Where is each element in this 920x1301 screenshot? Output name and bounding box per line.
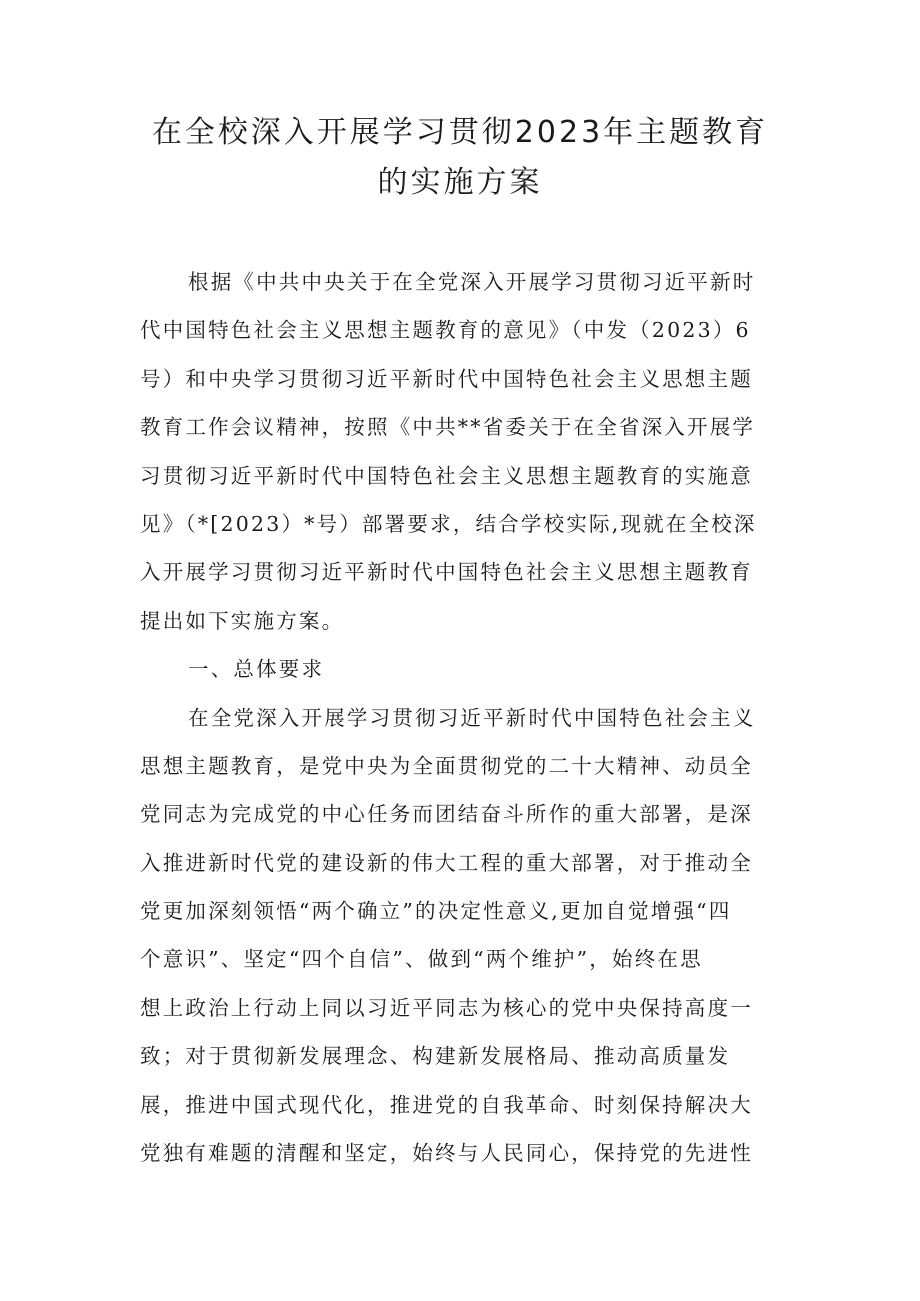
paragraph-1 xyxy=(140,258,770,645)
text-line: 思想主题教育，是党中央为全面贯彻党的二十大精神、动员全 xyxy=(140,753,753,778)
text-line: 个意识”、坚定“四个自信”、做到“两个维护”，始终在思 xyxy=(140,947,703,972)
section-heading: 一、总体要求 xyxy=(188,657,325,682)
text-line: 入推进新时代党的建设新的伟大工程的重大部署，对于推动全 xyxy=(140,850,753,875)
text-line: 在全党深入开展学习贯彻习近平新时代中国特色社会主义 xyxy=(188,705,756,730)
document-title xyxy=(100,108,820,208)
text-line: 号）和中央学习贯彻习近平新时代中国特色社会主义思想主题 xyxy=(140,366,753,391)
text-line: 党独有难题的清醒和坚定，始终与人民同心，保持党的先进性 xyxy=(140,1141,753,1166)
document-body xyxy=(140,258,770,1177)
text-line: 党同志为完成党的中心任务而团结奋斗所作的重大部署，是深 xyxy=(140,802,753,827)
text-line: 致；对于贯彻新发展理念、构建新发展格局、推动高质量发 xyxy=(140,1044,731,1069)
text-line: 入开展学习贯彻习近平新时代中国特色社会主义思想主题教育 xyxy=(140,560,753,585)
text-line: 代中国特色社会主义思想主题教育的意见》（中发（2023）6 xyxy=(140,318,751,343)
text-line: 习贯彻习近平新时代中国特色社会主义思想主题教育的实施意 xyxy=(140,463,753,488)
text-line: 展，推进中国式现代化，推进党的自我革命、时刻保持解决大 xyxy=(140,1092,753,1117)
text-line: 根据《中共中央关于在全党深入开展学习贯彻习近平新时 xyxy=(188,270,756,294)
paragraph-2 xyxy=(140,694,770,1178)
text-line: 见》（*[2023）*号）部署要求，结合学校实际,现就在全校深 xyxy=(140,511,757,536)
text-line: 党更加深刻领悟“两个确立”的决定性意义,更加自觉增强“四 xyxy=(140,899,732,924)
text-line: 想上政治上行动上同以习近平同志为核心的党中央保持高度一 xyxy=(140,995,753,1020)
title-line-2: 的实施方案 xyxy=(377,165,543,200)
text-line: 教育工作会议精神，按照《中共**省委关于在全省深入开展学 xyxy=(140,415,756,440)
text-line: 提出如下实施方案。 xyxy=(140,608,345,633)
title-line-1: 在全校深入开展学习贯彻2023年主题教育 xyxy=(151,115,769,150)
